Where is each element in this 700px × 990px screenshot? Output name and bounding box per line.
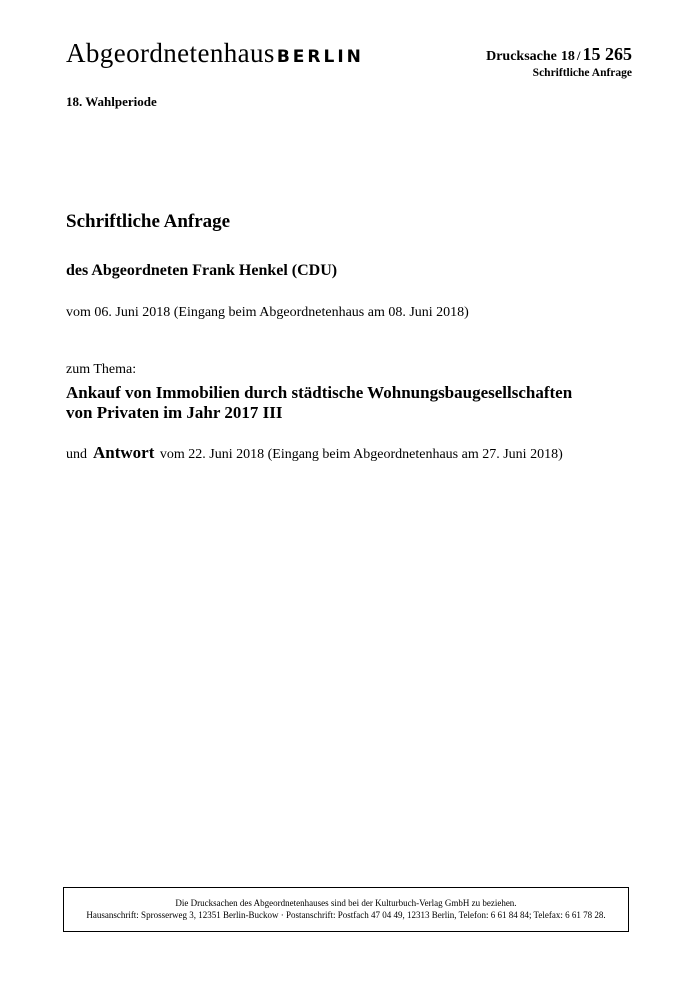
answer-prefix: und [66,447,87,462]
document-number-value: 15 265 [582,44,632,64]
footer-address: Hausanschrift: Sprosserweg 3, 12351 Berlin-Buckow · Postanschrift: Postfach 47 04 49, 12313 Berlin, Telefon: 6 61 84 84; Telefax: 6 61 78 28. [86,910,606,920]
footer-box [63,887,629,932]
footer-distribution-note: Die Drucksachen des Abgeordnetenhauses sind bei der Kulturbuch-Verlag GmbH zu beziehen. [175,898,517,908]
parliament-logo [66,38,364,69]
answer-word: Antwort [93,443,155,462]
document-type: Schriftliche Anfrage [532,67,632,79]
period-number: 18 [560,49,575,64]
logo-city-text: BERLIN [276,47,364,67]
answer-date: vom 22. Juni 2018 (Eingang beim Abgeordnetenhaus am 27. Juni 2018) [159,447,563,462]
document-label: Drucksache [486,49,557,64]
number-separator: / [576,48,581,63]
inquiry-topic [66,383,572,423]
inquiry-date: vom 06. Juni 2018 (Eingang beim Abgeordnetenhaus am 08. Juni 2018) [66,305,469,320]
inquiry-author: des Abgeordneten Frank Henkel (CDU) [66,262,338,279]
answer-date-line [66,443,563,463]
topic-line-2: von Privaten im Jahr 2017 III [66,403,283,422]
legislative-period: 18. Wahlperiode [66,94,157,109]
logo-house-text: Abgeordnetenhaus [66,38,275,68]
topic-label: zum Thema: [66,362,137,377]
document-number [486,44,632,65]
topic-line-1: Ankauf von Immobilien durch städtische Wohnungsbaugesellschaften [66,383,573,402]
page-title: Schriftliche Anfrage [66,211,231,232]
